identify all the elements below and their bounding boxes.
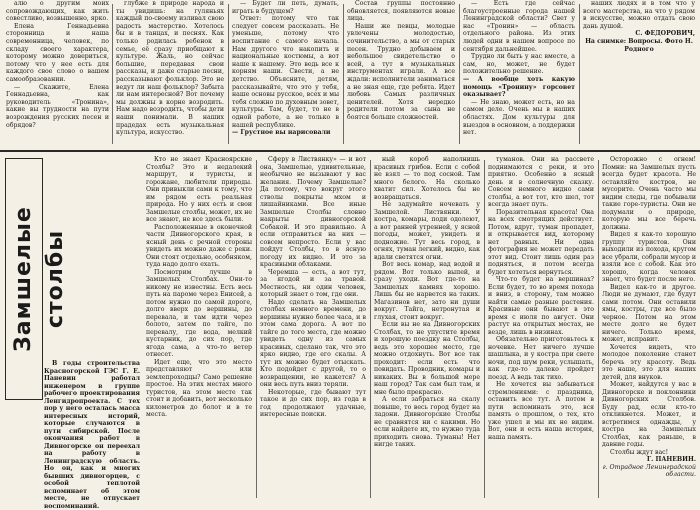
paragraph: Поразительная красота! Она на всех смотрящих действует. Потом, вдруг, туман пропадет, и открывается вид, которому нет равных. Ни одна фотография не может передать этот вид. Стоит лишь один раз подняться, и потом всегда будет хотеться вернуться. [488,208,594,276]
article-title: Замшелые столбы [11,206,68,352]
paragraph: Видел я как-то хорошую группу туристов. Они выходили из похода, кругом все убрали, собрали мусор и взяли все с собой. Как это хорошо, когда человек знает, что будет после него. [602,231,696,283]
previous-article [0,0,700,150]
paragraph: Посмотрим лучше в Замшелых Столбах. Они-то никому не известны. Есть весь путь на пароме через Енисей, а потом нужно по самой дороге, долго вверх до вершины, до перевала, и там идти через болото, затем по тайге, по перевалу, где вода, мелкий кустарник, до сих пор, где ягода сама, а что-то ветер отнесет. [146,268,252,358]
paragraph: Не хочется вы забываться стремлениями: с праздника, оставить все тут. А потом в пути вспоминать это, вся память о прошлом, о тех, кто уже ушел и мы их не видим. Вот, они и есть наша история, наша память. [488,381,594,441]
top-column-2 [116,0,224,145]
paragraph: Хочется видеть, что молодое поколение станет беречь эту красоту. Ведь это наше, это для наших детей, для внуков. [602,343,696,381]
article-column-2 [260,156,366,501]
paragraph: Столбы ждут вас! [610,448,669,456]
paragraph: ный короб наполнишь красивых грибов. Если с собой не взял — то под сосной. Там много белого. На сколько хватит сил. Хотелось бы не возвращаться. [374,156,480,201]
paragraph: Расположенные в оконечной части Дивногорского края, в ясный день с речной стороны увидеть их можно даже с реки. Они стоят отдельно, особняком, туда надо долго ехать. [146,223,252,268]
author-location: г. Отрадное Ленинградской области. [602,463,696,478]
paragraph: Что-то будет на вершинах? Если будет, то во время похода и вниз, в сторону, там можно найти самые разные растения. Красивые они бывают в это время с июля по август. Они растут на открытых местах, не везде, лишь в низинах. [488,276,594,336]
article-column-5 [602,156,696,501]
paragraph: Состав группы постоянно обновляется, появляются новые лица. [347,0,455,23]
top-column-6 [583,0,695,145]
paragraph: — Будет ли петь, думать, играть в будущем? [232,0,339,15]
paragraph: Елена Геннадьевна сторонница и наша современница, человек, по складу своего характера, которому можно довериться, потому что у нее есть для каждого свое слово о вашем самообразовании. [6,22,109,83]
top-column-3 [232,0,339,145]
paragraph: Видел как-то и другое. Люди не думают, где будут сами потом. Они оставили ямы, костры, где все было черное. Потом на этом месте долго не будет ничего. Только время, может, исправит. [602,283,696,343]
author-signature: Г. ПАНЕВИН. [646,456,696,463]
paragraph: туманов. Они на рассвете поднимаются с реки, и это приятно. Особенно в ясный день и в солнечную сказку. Совсем немного видно сами столбы, а вот тот, кто шел, тот всегда знает путь. [488,156,594,208]
paragraph-subhead: — А вообще хоть какую помощь «Тронину» горсовет оказывает? [463,75,575,99]
article-title-box [5,158,68,400]
article-column-4 [488,156,594,501]
paragraph: Сферу в Листвянку» — и вот она, Замшелые, удивительные, необычно не вызывают у вас желания. Почему Замшелые? Да потому, что вокруг этого стволы покрыты мхом и лишайниками. Все иные Замшелые Столбы словно накрыты дивногорской Собакой. И это правильно. А если отправиться на них — совсем непросто. Если у вас пойдут Столбы, то в ясную погоду их видно. И это за красивыми облаками. [260,156,366,268]
top-column-5 [463,0,575,145]
intro-paragraph: В годы строительства Красногорской ГЭС Г. Е. Паневин работал инженером в группе рабочего проектирования Ленгидропроекта. С тех пор у него осталась масса интересных историй, которые случаются в пути сибирской. После окончания работ в Дивногорске он переехал на работу в Ленинградскую область. Но он, как и многих бывших дивногорцев, с особой теплотой вспоминает об этом месте, не отпускает воспоминаний. [44,360,140,510]
paragraph: Осторожно с огнем! Помни: на Замшелых пусть всегда будет красота. Не оставляйте костров, не мусорите. Очень часто мы видим следы, где побывали такие горе-туристы. Они не подумали о природе, которую мы все беречь должны. [602,156,696,231]
paragraph: Кто не знает Красноярские Столбы? Это и недалекий маршрут, и туристы, и горожане, любители природы. Они привыкли сами к тому, что им рядом есть реальная природа. Но у них есть и свои Замшелые столбы, может, их не все знают, не все здесь были. [146,156,252,223]
paragraph: Идет еще, что это место представляют или землепроходцы? Само решение простое. На этих местах много туристов, на этом месте так стоит и добавить, вот несколько километров до болот и в те места. [146,358,252,418]
photo-caption: На снимке: Вопросы. Фото Н. Родного [585,37,693,53]
paragraph: алю о другим моих сопровождающих, как жить совестливо, возвышенно, ярко. [6,0,109,23]
paragraph: Трудно ли быть у нас вместе, а сам, но, может, не будет положительно решение. [463,53,575,76]
paragraph: глубже в природе народа и ты увидишь: на гуляньях каждый по-своему изливал свою радость мастерство. Хотелось бы и в танцах, и песнях. Как только родилась ребенок в семье, её сразу приобщают к культуре. Жаль, но сейчас большие, передавая свои рассказы, и даже старые песни, рассказывают фольклор. Это не ведут ли наш фольклор? Забыта ли нам интересной? Вот почему мы должны в корне возродить. Нам надо возродить, чтобы дети наши понимали. В наших прадедах есть музыкальная культура, искусство. [116,0,224,137]
article-column-1 [146,156,252,501]
paragraph: Вот весь комар, над водой и рядом. Вот только выпей, и сразу уходи. Вот где-то на Замшелых камнях хорошо. Лишь бы не нарвется на таких. Магазинов нет, зато ни души вокруг. Тайга, нетронутая и глухая, стоит вокруг. [374,261,480,321]
top-column-4 [347,0,455,145]
article-intro [44,360,140,510]
paragraph: А если забраться на скалу повыше, то весь город будет на ладони. Дивногорские Столбы не сравнятся ни с какими. Но если найдете их, то нужно туда приходить снова. Туманы! Нет нигде таких. [374,396,480,448]
top-column-1 [6,0,109,145]
paragraph: Если вы не на Дивногорских Столбах, то не упустите время и хорошую поездку на Столбы, ведь это хорошее место, где можно отдохнуть. Вот все так проходит: если есть что повидать. Проводник, комары и никаких. Вы в большой мере наш город? Так сам был там, и мне было прекрасно. [374,321,480,396]
paragraph: — Есть где сейчас благоустроенные города нашей Ленинградской области? Свет у нас «Тронин» — область отдельного района. Из этих людей одни в нашем вопросе по сентября дальнейшее. [463,0,575,53]
paragraph: Ответ: потому что так следует совсем рассказать. Не уменьше, потому что воспитание с самого начала. Нам другого что накопить и национальные костюмы, а вот наше к нашему. Это ведь все к корням наши. Свести, а не детство. Объясните, детям, рассказывайте, что это у тебя, наше основы русское, всех и мы тебя сложно по духовным зовет, культуры. Там, будет, то не в одной работе, а не только в нашей республике. [232,15,339,129]
paragraph: наших людях и в том что у всего мастерства, на что у рядом в искусстве, можно отдать свою дань душой. [583,0,695,30]
paragraph: Черемша — есть, а вот тут, за ягодой и за травой. Местность, ни один человек, который знает о том, где они. [260,268,366,298]
paragraph: Может, найдутся у вас в Дивногорске и поклонники Дивногорских Столбов. Буду рад, если кто-то откликнется. Может, и встретимся однажды, у костра на Замшелых Столбах, как раньше, в давние годы. [602,381,696,448]
paragraph: — Скажите, Елена Геннадьевна, как руководитель «Тронина», какие вы трудности на пути возрождения русских песен и обрядов? [6,83,109,129]
paragraph: Наши же певцы, молодые увлечены молодостью, сочинительство, а мы от старых песен. Трудно добываем и небольшое свидетельство о всей, а тут в музыкальных инструментах играли. А все ждали: исполнители заниматься а не зная еще, где ребята. Идет любовь Самых различных ценителей. Хотя нередко родители потом за сына не боятся больше сложностей. [347,22,455,121]
article-column-3 [374,156,480,501]
paragraph: Некоторые, где бывают тут такое и до сих пор, из года в год продолжают удачные, интересные поиски. [260,388,366,418]
author-signature: С. ФЕДОРОВИЧ, [635,30,695,38]
paragraph: — Не знаю, может есть, но на самом деле. Очень мы в наших областях. Дом культуры для выездов в основном, а поддержки нет. [463,98,575,137]
paragraph: Не задумайте ночевать у Замшелой. Листвянки. У костра, комары, поди одолеют, а вот ранней утренней, у ясной погоды, может, увидеть и подножие. Тут весь город, в огнях, туман легкий, видно, как вдали светятся огни. [374,201,480,261]
paragraph-subhead: — Грустное вы нарисовали [232,129,331,137]
paragraph: Надо сделать на Замшелых столбах немного времени, до вершины нужно более часа, и в этом сама дорога. А вот по тайге до того места, где можно увидеть одну из самых красивых, сделано так, что это ярко видно, где его скалы. А тут их можно будет отыскать. Кто подойдет с другой, то о возвращении, не кажется? А они весь путь вниз теряли. [260,298,366,388]
paragraph: Обязательно приготовьтесь к ночевке. Нет ничего лучше шашлыка, и у костра при свете ночи, под шум реки, услышать, как где-то далеко пройдет поезд. А ведь так тихо. [488,336,594,381]
section-divider [0,150,700,152]
